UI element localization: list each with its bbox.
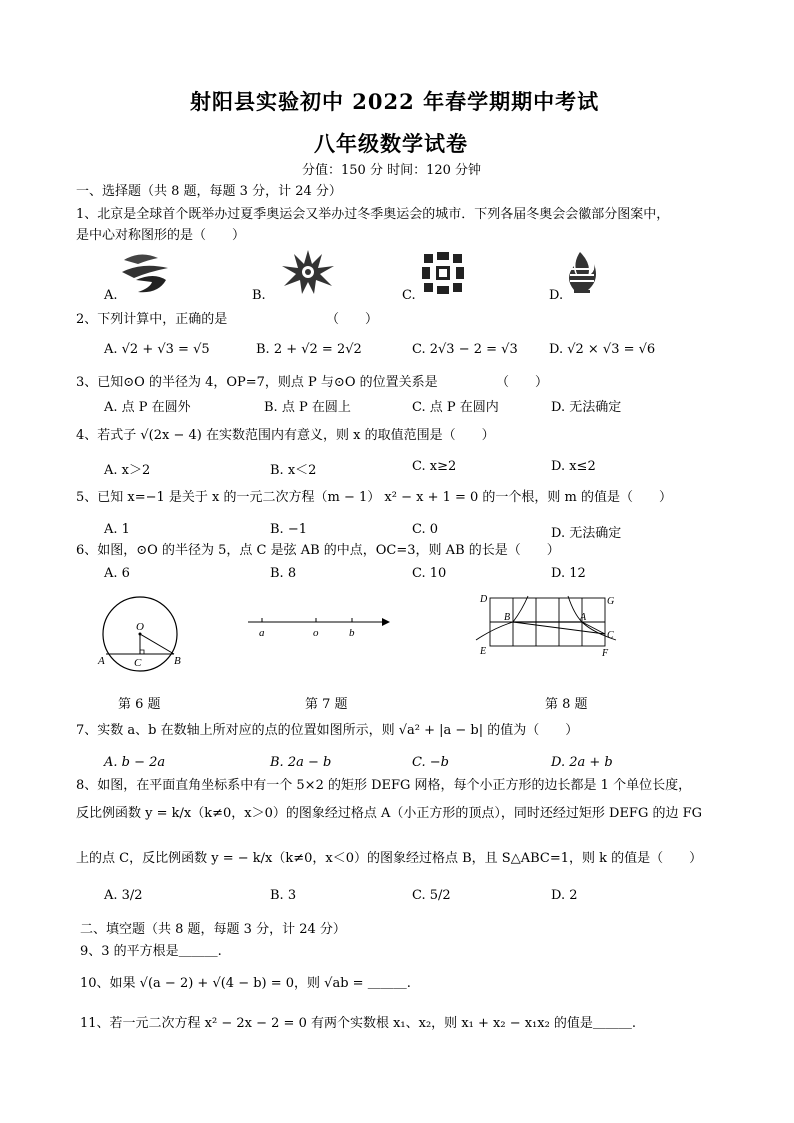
fig6-label-b: B — [174, 655, 181, 667]
q6-stem: 6、如图，⊙O 的半径为 5，点 C 是弦 AB 的中点，OC=3，则 AB 的长是（ ） — [76, 543, 560, 558]
q5-option-c: C. 0 — [412, 522, 439, 537]
fig6-caption: 第 6 题 — [118, 697, 161, 712]
q3-stem: 3、已知⊙O 的半径为 4，OP=7，则点 P 与⊙O 的位置关系是 — [76, 375, 438, 390]
q6-option-b: B. 8 — [270, 566, 297, 581]
q5-option-d: D. 无法确定 — [551, 526, 622, 541]
exam-subtitle: 八年级数学试卷 — [314, 131, 468, 156]
emblem-flame-icon — [566, 250, 598, 296]
q8-line1: 8、如图，在平面直角坐标系中有一个 5×2 的矩形 DEFG 网格，每个小正方形的边长都是 1 个单位长度， — [76, 778, 692, 793]
q10-stem: 10、如果 √(a − 2) + √(4 − b) = 0，则 √ab = ＿＿＿. — [80, 976, 411, 991]
section2-heading: 二、填空题（共 8 题，每题 3 分，计 24 分） — [80, 922, 346, 937]
fig7-label-b: b — [349, 627, 355, 639]
figure-7-number-line — [246, 612, 394, 642]
q2-option-c: C. 2√3 − 2 = √3 — [412, 342, 518, 357]
q3-option-a: A. 点 P 在圆外 — [104, 400, 191, 415]
q8-option-a: A. 3/2 — [104, 888, 143, 903]
fig8-label-f: F — [602, 648, 609, 659]
fig7-label-a: a — [259, 627, 265, 639]
q1-stem-line1: 1、北京是全球首个既举办过夏季奥运会又举办过冬季奥运会的城市．下列各届冬奥会会徽部分图案中， — [76, 207, 670, 222]
q9-stem: 9、3 的平方根是＿＿＿. — [80, 944, 222, 959]
q1-option-a: A. — [104, 288, 118, 303]
q2-option-b: B. 2 + √2 = 2√2 — [256, 342, 362, 357]
q4-option-d: D. x≤2 — [551, 459, 596, 474]
q4-option-b: B. x＜2 — [270, 463, 317, 478]
section1-heading: 一、选择题（共 8 题，每题 3 分，计 24 分） — [76, 184, 342, 199]
figure-6-circle — [96, 594, 188, 676]
q2-option-d: D. √2 × √3 = √6 — [549, 342, 656, 357]
q7-stem: 7、实数 a、b 在数轴上所对应的点的位置如图所示，则 √a² + |a − b| 的值为（ ） — [76, 723, 579, 738]
q5-stem: 5、已知 x=−1 是关于 x 的一元二次方程（m − 1） x² − x + 1 = 0 的一个根，则 m 的值是（ ） — [76, 490, 673, 505]
q1-option-c: C. — [402, 288, 416, 303]
q8-line3: 上的点 C，反比例函数 y = − k/x（k≠0，x＜0）的图象经过格点 B，且 S△ABC=1，则 k 的值是（ ） — [76, 851, 703, 866]
q5-option-b: B. −1 — [270, 522, 307, 537]
q8-option-d: D. 2 — [551, 888, 578, 903]
fig6-label-o: O — [136, 621, 144, 633]
q8-line2: 反比例函数 y = k/x（k≠0，x＞0）的图象经过格点 A（小正方形的顶点），同时还经过矩形 DEFG 的边 FG — [76, 806, 703, 821]
fig8-label-g: G — [607, 596, 615, 607]
q2-option-a: A. √2 + √3 = √5 — [104, 342, 210, 357]
fig8-caption: 第 8 题 — [545, 697, 588, 712]
q7-option-d: D. 2a + b — [551, 755, 613, 770]
fig7-caption: 第 7 题 — [305, 697, 348, 712]
fig8-label-c: C — [607, 630, 614, 641]
q3-option-c: C. 点 P 在圆内 — [412, 400, 499, 415]
q1-option-b: B. — [252, 288, 266, 303]
q7-option-a: A. b − 2a — [104, 755, 166, 770]
q7-option-b: B. 2a − b — [270, 755, 332, 770]
fig7-label-o: o — [313, 627, 319, 639]
q7-option-c: C. −b — [412, 755, 449, 770]
q3-option-d: D. 无法确定 — [551, 400, 622, 415]
q3-paren: （ ） — [496, 375, 549, 390]
fig6-label-c: C — [134, 657, 142, 669]
fig6-label-a: A — [98, 655, 105, 667]
q6-option-d: D. 12 — [551, 566, 586, 581]
emblem-ribbon-icon — [118, 250, 174, 296]
emblem-square-symbol-icon — [420, 250, 466, 296]
q6-option-a: A. 6 — [104, 566, 130, 581]
q3-option-b: B. 点 P 在圆上 — [264, 400, 351, 415]
q8-option-c: C. 5/2 — [412, 888, 451, 903]
q4-option-c: C. x≥2 — [412, 459, 457, 474]
figure-8-grid — [474, 590, 620, 660]
exam-title: 射阳县实验初中 2022 年春学期期中考试 — [190, 89, 600, 114]
q4-option-a: A. x＞2 — [104, 463, 151, 478]
q6-option-c: C. 10 — [412, 566, 447, 581]
exam-meta: 分值：150 分 时间：120 分钟 — [302, 163, 482, 178]
emblem-snowflake-icon — [278, 248, 338, 296]
fig8-label-e: E — [480, 646, 487, 657]
q1-option-d: D. — [549, 288, 564, 303]
q1-stem-line2: 是中心对称图形的是（ ） — [76, 228, 246, 243]
q2-stem: 2、下列计算中，正确的是 — [76, 312, 228, 327]
q4-stem: 4、若式子 √(2x − 4) 在实数范围内有意义，则 x 的取值范围是（ ） — [76, 428, 495, 443]
q11-stem: 11、若一元二次方程 x² − 2x − 2 = 0 有两个实数根 x₁、x₂，则 x₁ + x₂ − x₁x₂ 的值是＿＿＿. — [80, 1016, 637, 1031]
q2-paren: （ ） — [326, 312, 379, 327]
q5-option-a: A. 1 — [104, 522, 130, 537]
fig8-label-d: D — [480, 594, 488, 605]
q8-option-b: B. 3 — [270, 888, 297, 903]
fig8-label-b: B — [504, 612, 511, 623]
fig8-label-a: A — [580, 612, 587, 623]
